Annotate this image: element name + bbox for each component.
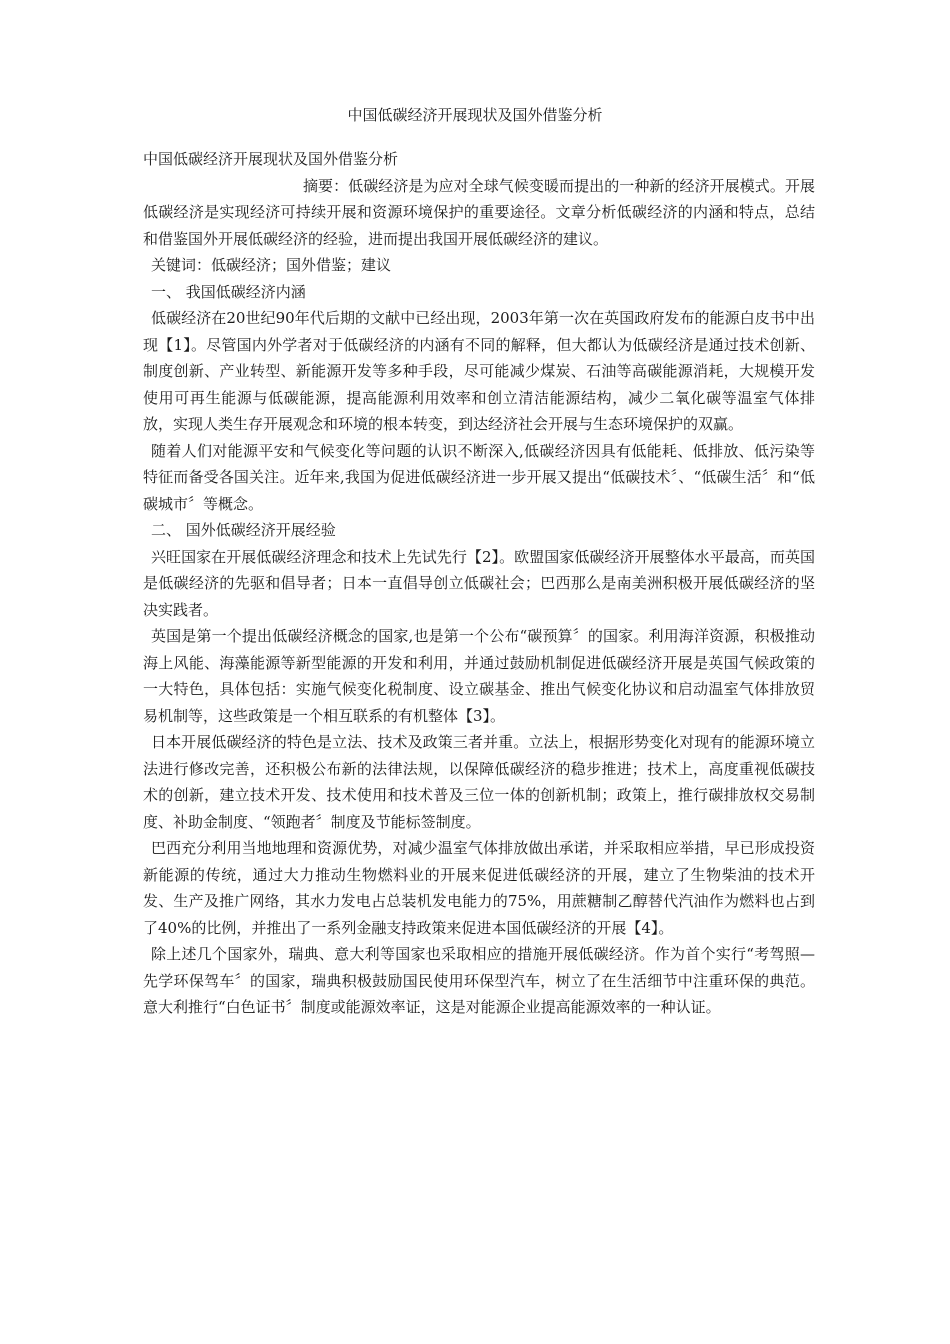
document-title: 中国低碳经济开展现状及国外借鉴分析 (347, 106, 603, 124)
abstract-paragraph: 摘要：低碳经济是为应对全球气候变暖而提出的一种新的经济开展模式。开展低碳经济是实现经济可持续开展和资源环境保护的重要途径。文章分析低碳经济的内涵和特点，总结和借鉴国外开展低碳经济的经验，进而提出我国开展低碳经济的建议。 (143, 176, 815, 248)
section-2-paragraph-1: 兴旺国家在开展低碳经济理念和技术上先试先行【2】。欧盟国家低碳经济开展整体水平最高，而英国是低碳经济的先驱和倡导者；日本一直倡导创立低碳社会；巴西那么是南美洲积极开展低碳经济的坚决实践者。 (143, 547, 815, 619)
document-body (143, 146, 815, 1021)
document-subtitle: 中国低碳经济开展现状及国外借鉴分析 (143, 150, 399, 168)
section-2-heading: 二、 国外低碳经济开展经验 (151, 521, 336, 539)
keywords-line: 关键词：低碳经济；国外借鉴；建议 (151, 256, 392, 274)
section-1-heading: 一、 我国低碳经济内涵 (151, 282, 306, 301)
section-2-paragraph-4: 巴西充分利用当地地理和资源优势，对减少温室气体排放做出承诺，并采取相应举措，早已形成投资新能源的传统，通过大力推动生物燃料业的开展来促进低碳经济的开展，建立了生物柴油的技术开发、生产及推广网络，其水力发电占总装机发电能力的75%，用蔗糖制乙醇替代汽油作为燃料也占到了40%的比例，并推出了一系列金融支持政策来促进本国低碳经济的开展【4】。 (143, 839, 815, 937)
section-2-paragraph-5: 除上述几个国家外，瑞典、意大利等国家也采取相应的措施开展低碳经济。作为首个实行“考驾照—先学环保驾车〞的国家，瑞典积极鼓励国民使用环保型汽车，树立了在生活细节中注重环保的典范。意大利推行“白色证书〞制度或能源效率证，这是对能源企业提高能源效率的一种认证。 (143, 945, 815, 1016)
section-1-paragraph-1: 低碳经济在20世纪90年代后期的文献中已经出现，2003年第一次在英国政府发布的能源白皮书中出现【1】。尽管国内外学者对于低碳经济的内涵有不同的解释，但大都认为低碳经济是通过技术创新、制度创新、产业转型、新能源开发等多种手段，尽可能减少煤炭、石油等高碳能源消耗，大规模开发使用可再生能源与低碳能源，提高能源利用效率和创立清洁能源结构，减少二氧化碳等温室气体排放，实现人类生存开展观念和环境的根本转变，到达经济社会开展与生态环境保护的双赢。 (143, 309, 815, 433)
section-2-paragraph-3: 日本开展低碳经济的特色是立法、技术及政策三者并重。立法上，根据形势变化对现有的能源环境立法进行修改完善，还积极公布新的法律法规，以保障低碳经济的稳步推进；技术上，高度重视低碳技术的创新，建立技术开发、技术使用和技术普及三位一体的创新机制；政策上，推行碳排放权交易制度、补助金制度、“领跑者〞制度及节能标签制度。 (143, 733, 815, 831)
section-2-paragraph-2: 英国是第一个提出低碳经济概念的国家,也是第一个公布“碳预算〞的国家。利用海洋资源，积极推动海上风能、海藻能源等新型能源的开发和利用，并通过鼓励机制促进低碳经济开展是英国气候政策的一大特色，具体包括：实施气候变化税制度、设立碳基金、推出气候变化协议和启动温室气体排放贸易机制等，这些政策是一个相互联系的有机整体【3】。 (143, 627, 815, 725)
section-1-paragraph-2: 随着人们对能源平安和气候变化等问题的认识不断深入,低碳经济因具有低能耗、低排放、低污染等特征而备受各国关注。近年来,我国为促进低碳经济进一步开展又提出“低碳技术〞、“低碳生活〞和“低碳城市〞等概念。 (143, 441, 815, 513)
